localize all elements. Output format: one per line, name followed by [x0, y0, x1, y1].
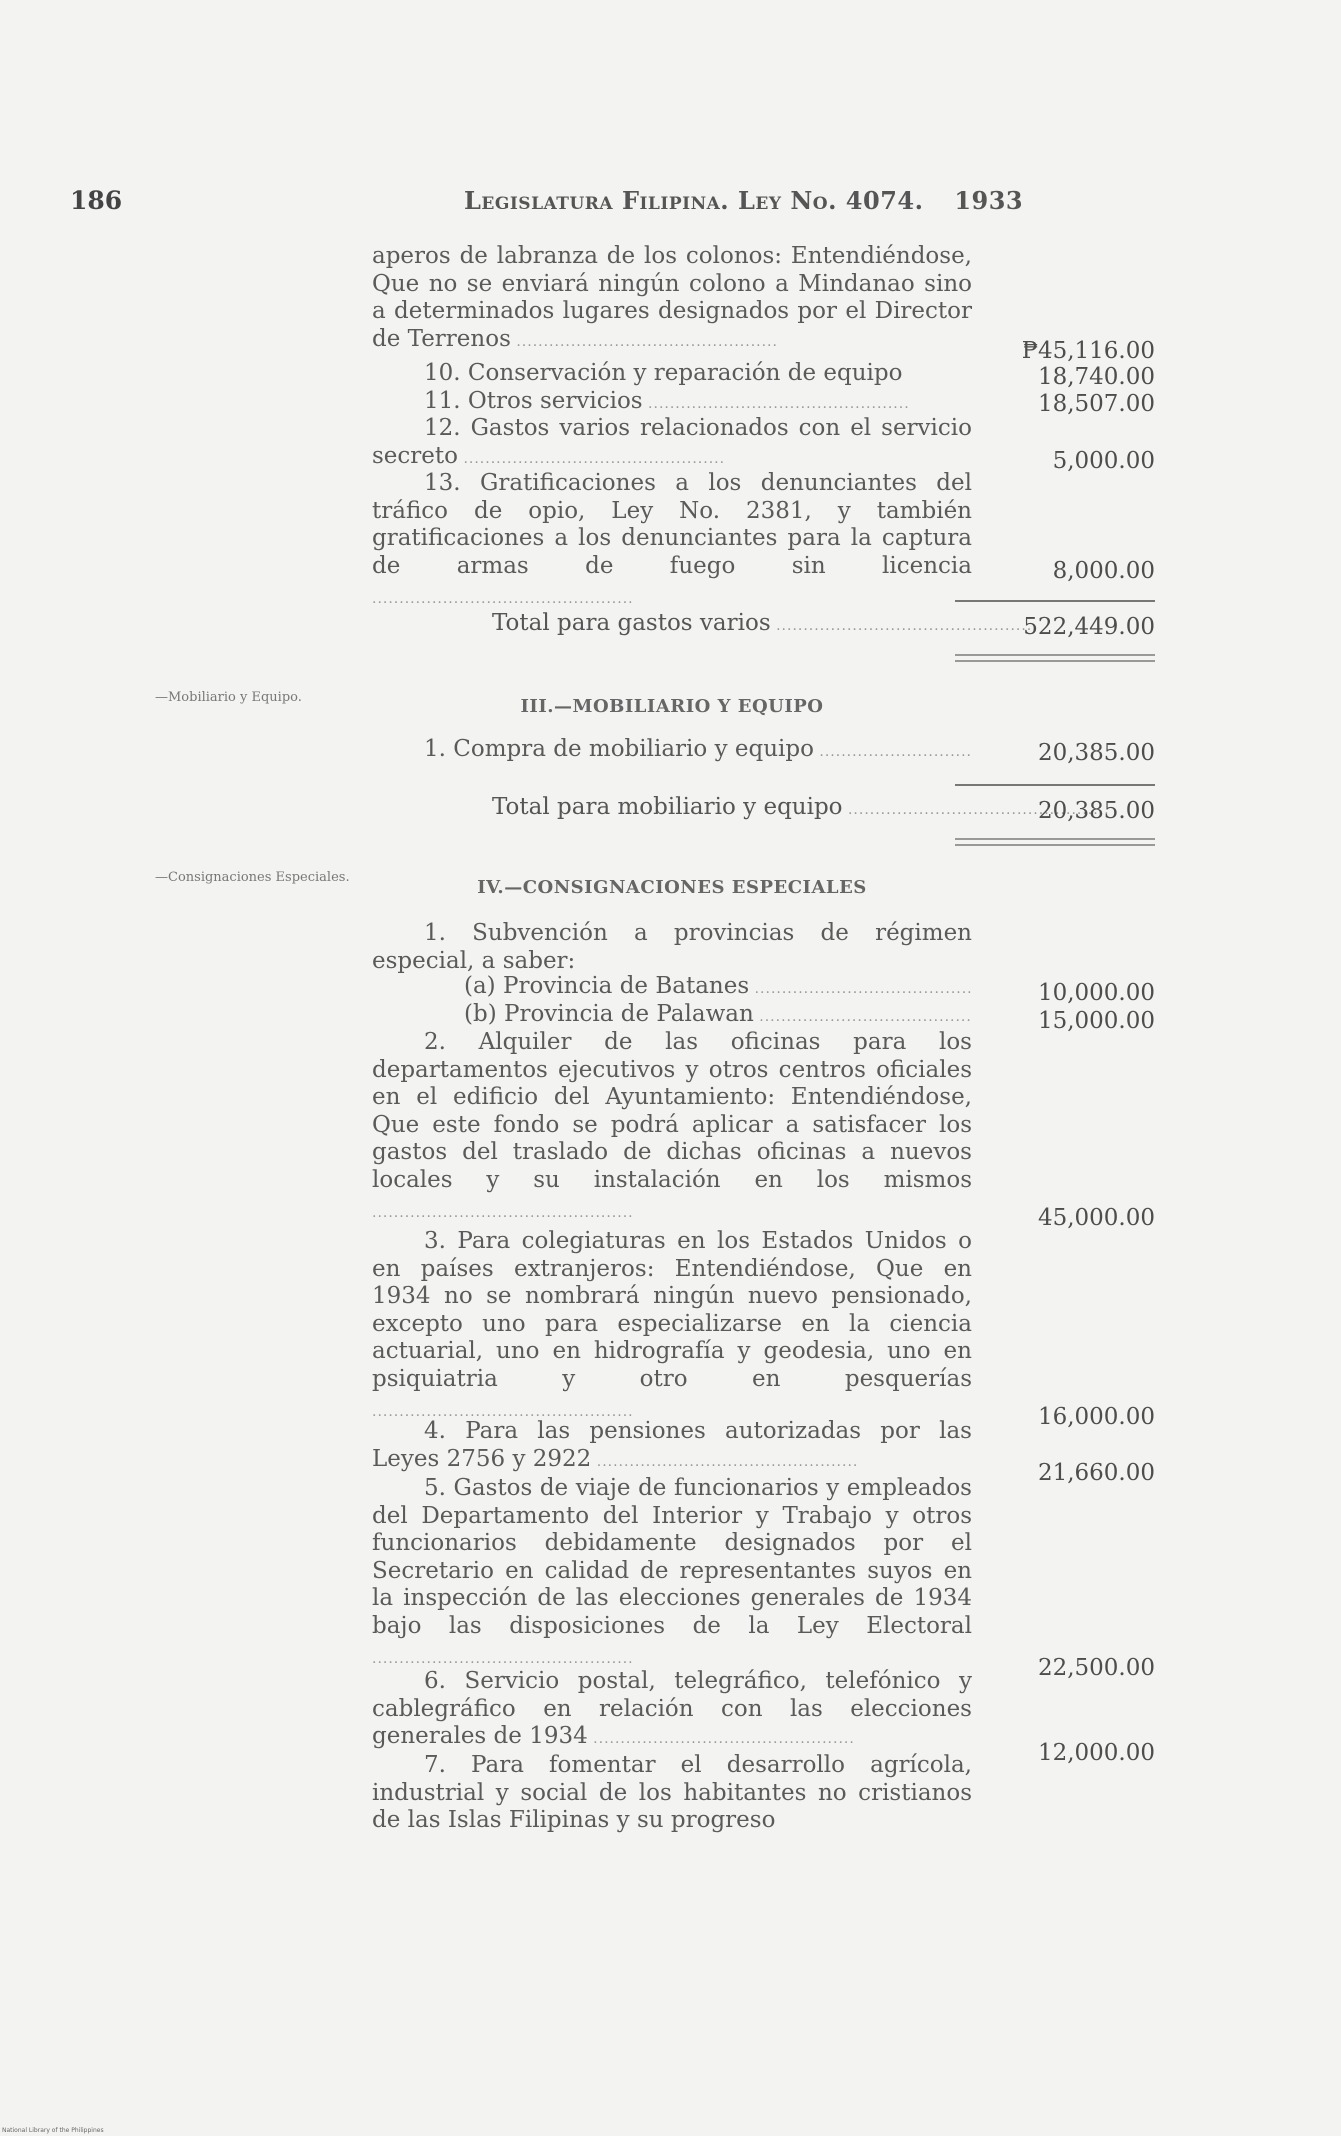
amount-item-3: 16,000.00	[1037, 1404, 1155, 1430]
section-iv-item-4: 4. Para las pensiones autorizadas por las Leyes 2756 y 2922 .....	[372, 1418, 972, 1476]
item-13: 13. Gratificaciones a los denunciantes del tráfico de opio, Ley No. 2381, y también gratificaciones a los denunciantes para la captura de armas de fuego sin licencia .....	[372, 470, 972, 614]
amount-item-10: 18,740.00	[1037, 364, 1155, 390]
header-year: 1933	[954, 186, 1024, 215]
amount-item-13: 8,000.00	[1052, 558, 1155, 584]
section-iii-heading: III.—MOBILIARIO Y EQUIPO	[520, 696, 824, 717]
total-double-rule-iii	[955, 838, 1155, 846]
amount-item-1a: 10,000.00	[1037, 980, 1155, 1006]
total-double-rule	[955, 654, 1155, 662]
amount-section-iii-item-1: 20,385.00	[1037, 740, 1155, 766]
running-title: Legislatura Filipina.	[464, 186, 730, 215]
paragraph-colonos: aperos de labranza de los colonos: Entendiéndose, Que no se enviará ningún colono a Mindanao sino a determinados lugares designados por el Director de Terrenos .....	[372, 243, 972, 356]
item-12: 12. Gastos varios relacionados con el servicio secreto .....	[372, 415, 972, 473]
gastos-varios-text	[372, 243, 972, 356]
amount-item-4: 21,660.00	[1037, 1460, 1155, 1486]
law-number: Ley No. 4074.	[738, 186, 924, 215]
item-10: 10. Conservación y reparación de equipo	[424, 360, 903, 386]
margin-note-mobiliario: —Mobiliario y Equipo.	[155, 690, 302, 705]
amount-item-12: 5,000.00	[1052, 448, 1155, 474]
section-iv-item-3: 3. Para colegiaturas en los Estados Unidos o en países extranjeros: Entendiéndose, Que en 1934 no se nombrará ningún nuevo pensionado, excepto uno para especializarse en la ciencia actuarial, uno en hidrografía y geodesia, uno en psiquiatria y otro en pesquerías .....	[372, 1228, 972, 1427]
amount-item-11: 18,507.00	[1037, 391, 1155, 417]
total-mobiliario-label: Total para mobiliario y equipo .....	[492, 794, 1110, 820]
subtotal-rule-iii	[955, 784, 1155, 786]
amount-item-2: 45,000.00	[1037, 1205, 1155, 1231]
scan-footer: National Library of the Philippines	[2, 2127, 104, 2134]
total-mobiliario-amount: 20,385.00	[1037, 798, 1155, 824]
section-iii-item-1: 1. Compra de mobiliario y equipo .....	[372, 736, 972, 767]
running-header	[464, 186, 1023, 215]
total-gastos-varios-label: Total para gastos varios .....	[492, 610, 1038, 636]
section-iv-item-1: 1. Subvención a provincias de régimen especial, a saber:	[372, 920, 972, 974]
section-iv-item-5: 5. Gastos de viaje de funcionarios y empleados del Departamento del Interior y Trabajo y otros funcionarios debidamente designados por el Secretario en calidad de representantes suyos en la inspección de las elecciones generales de 1934 bajo las disposiciones de la Ley Electoral .....	[372, 1475, 972, 1674]
amount-item-6: 12,000.00	[1037, 1740, 1155, 1766]
subtotal-rule	[955, 600, 1155, 602]
section-iv-item-7: 7. Para fomentar el desarrollo agrícola, industrial y social de los habitantes no cristianos de las Islas Filipinas y su progreso	[372, 1752, 972, 1833]
section-iv-item-2: 2. Alquiler de las oficinas para los departamentos ejecutivos y otros centros oficiales en el edificio del Ayuntamiento: Entendiéndose, Que este fondo se podrá aplicar a satisfacer los gastos del traslado de dichas oficinas a nuevos locales y su instalación en los mismos .....	[372, 1029, 972, 1228]
item-11: 11. Otros servicios .....	[372, 388, 972, 419]
section-iv-heading: IV.—CONSIGNACIONES ESPECIALES	[477, 877, 867, 898]
section-iv-item-6: 6. Servicio postal, telegráfico, telefónico y cablegráfico en relación con las elecciones generales de 1934 .....	[372, 1668, 972, 1754]
amount-colonos: ₱45,116.00	[1021, 338, 1155, 364]
margin-note-consignaciones: —Consignaciones Especiales.	[155, 870, 350, 885]
section-iv-item-1a: (a) Provincia de Batanes .....	[372, 973, 972, 1004]
page-number: 186	[70, 186, 123, 215]
section-iv-item-1b: (b) Provincia de Palawan .....	[372, 1001, 972, 1032]
total-gastos-varios-amount: 522,449.00	[1023, 614, 1155, 640]
amount-item-5: 22,500.00	[1037, 1655, 1155, 1681]
amount-item-1b: 15,000.00	[1037, 1008, 1155, 1034]
